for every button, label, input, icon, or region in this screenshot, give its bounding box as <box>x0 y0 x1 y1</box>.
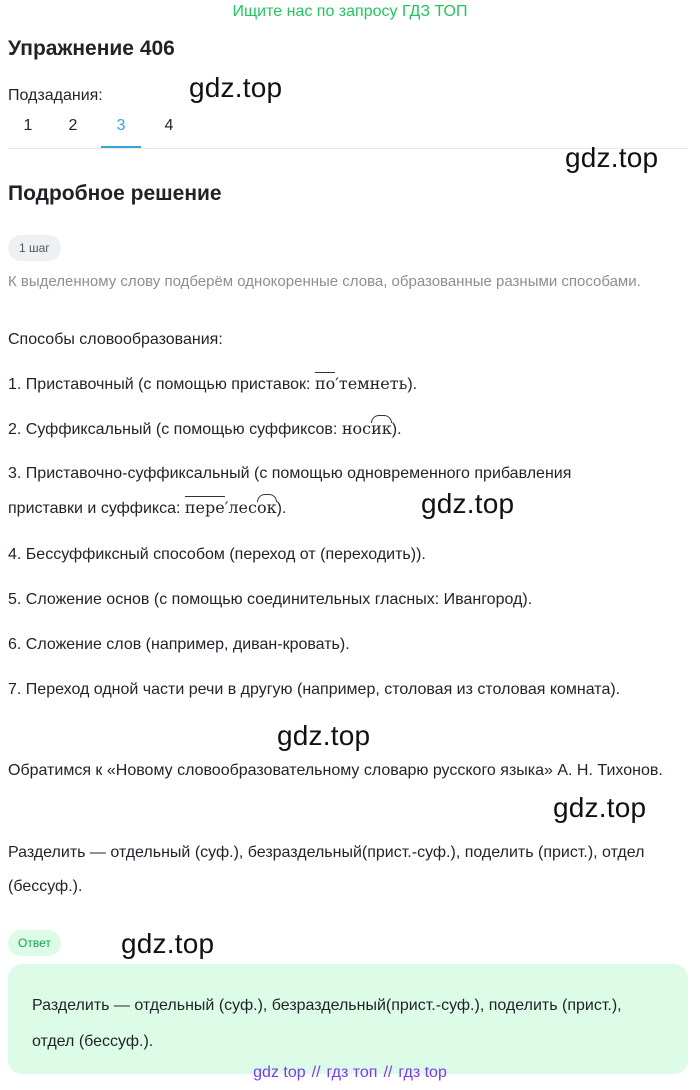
answer-text: Разделить — отдельный (суф.), безраздельный(прист.-суф.), поделить (прист.), отдел (бессуф.). <box>32 997 622 1050</box>
method-3 <box>8 457 688 526</box>
word-rest: темнеть <box>338 374 408 393</box>
watermark: gdz.top <box>565 142 659 173</box>
watermark: gdz.top <box>121 928 215 959</box>
prefix-mark: пере <box>184 498 225 517</box>
answer-badge: Ответ <box>8 930 61 956</box>
footer-separator: // <box>383 1064 393 1081</box>
method-2-end: ). <box>391 421 402 438</box>
section-title: Подробное решение <box>8 182 222 205</box>
footer-links <box>0 1064 700 1082</box>
solution-text: Разделить — отдельный (суф.), безраздельный(прист.-суф.), поделить (прист.), отдел (бессуф.). <box>8 844 645 895</box>
tab-4[interactable]: 4 <box>164 117 174 134</box>
method-7: 7. Переход одной части речи в другую (например, столовая из столовая комната). <box>8 681 621 698</box>
answer-box <box>8 964 688 1074</box>
method-2 <box>8 412 688 447</box>
suffix-mark: ик <box>371 419 392 438</box>
watermark: gdz.top <box>553 792 647 823</box>
tab-2[interactable]: 2 <box>68 117 78 134</box>
word-stem: нос <box>341 419 372 438</box>
method-1-text: 1. Приставочный (с помощью приставок: <box>8 376 315 393</box>
step-badge: 1 шаг <box>8 235 61 261</box>
footer-separator: // <box>311 1064 321 1081</box>
method-2-text: 2. Суффиксальный (с помощью суффиксов: <box>8 421 342 438</box>
search-banner: Ищите нас по запросу ГДЗ ТОП <box>232 3 468 20</box>
word-stem: лес <box>228 498 257 517</box>
method-6: 6. Сложение слов (например, диван-кровать). <box>8 636 350 653</box>
method-4: 4. Бессуффиксный способом (переход от (переходить)). <box>8 546 426 563</box>
method-1-end: ). <box>407 376 418 393</box>
tab-1[interactable]: 1 <box>23 117 33 134</box>
subtasks-label: Подзадания: <box>8 87 103 104</box>
footer-link[interactable]: гдз топ <box>326 1064 378 1081</box>
exercise-title: Упражнение 406 <box>8 37 175 60</box>
dictionary-reference: Обратимся к «Новому словообразовательному словарю русского языка» А. Н. Тихонов. <box>8 762 663 779</box>
watermark: gdz.top <box>189 72 283 103</box>
methods-heading: Способы словообразования: <box>8 331 223 348</box>
method-5: 5. Сложение основ (с помощью соединительных гласных: Ивангород). <box>8 591 533 608</box>
method-3-line-2 <box>8 491 688 526</box>
footer-link[interactable]: gdz top <box>253 1064 306 1081</box>
watermark: gdz.top <box>421 488 515 519</box>
method-3-text: приставки и суффикса: <box>8 500 185 517</box>
method-1 <box>8 367 688 402</box>
method-3-line-1: 3. Приставочно-суффиксальный (с помощью одновременного прибавления <box>8 465 572 482</box>
watermark: gdz.top <box>277 720 371 751</box>
suffix-mark: ок <box>256 498 277 517</box>
method-3-end: ). <box>276 500 287 517</box>
morph-word-1: по′темнеть <box>314 374 408 393</box>
tab-3[interactable]: 3 <box>101 110 141 148</box>
footer-link[interactable]: гдз top <box>398 1064 447 1081</box>
morph-word-3: пере′лесок <box>184 498 277 517</box>
intro-text: К выделенному слову подберём однокоренные слова, образованные разными способами. <box>8 273 641 290</box>
prefix-mark: по <box>314 374 336 393</box>
morph-word-2 <box>342 419 392 438</box>
